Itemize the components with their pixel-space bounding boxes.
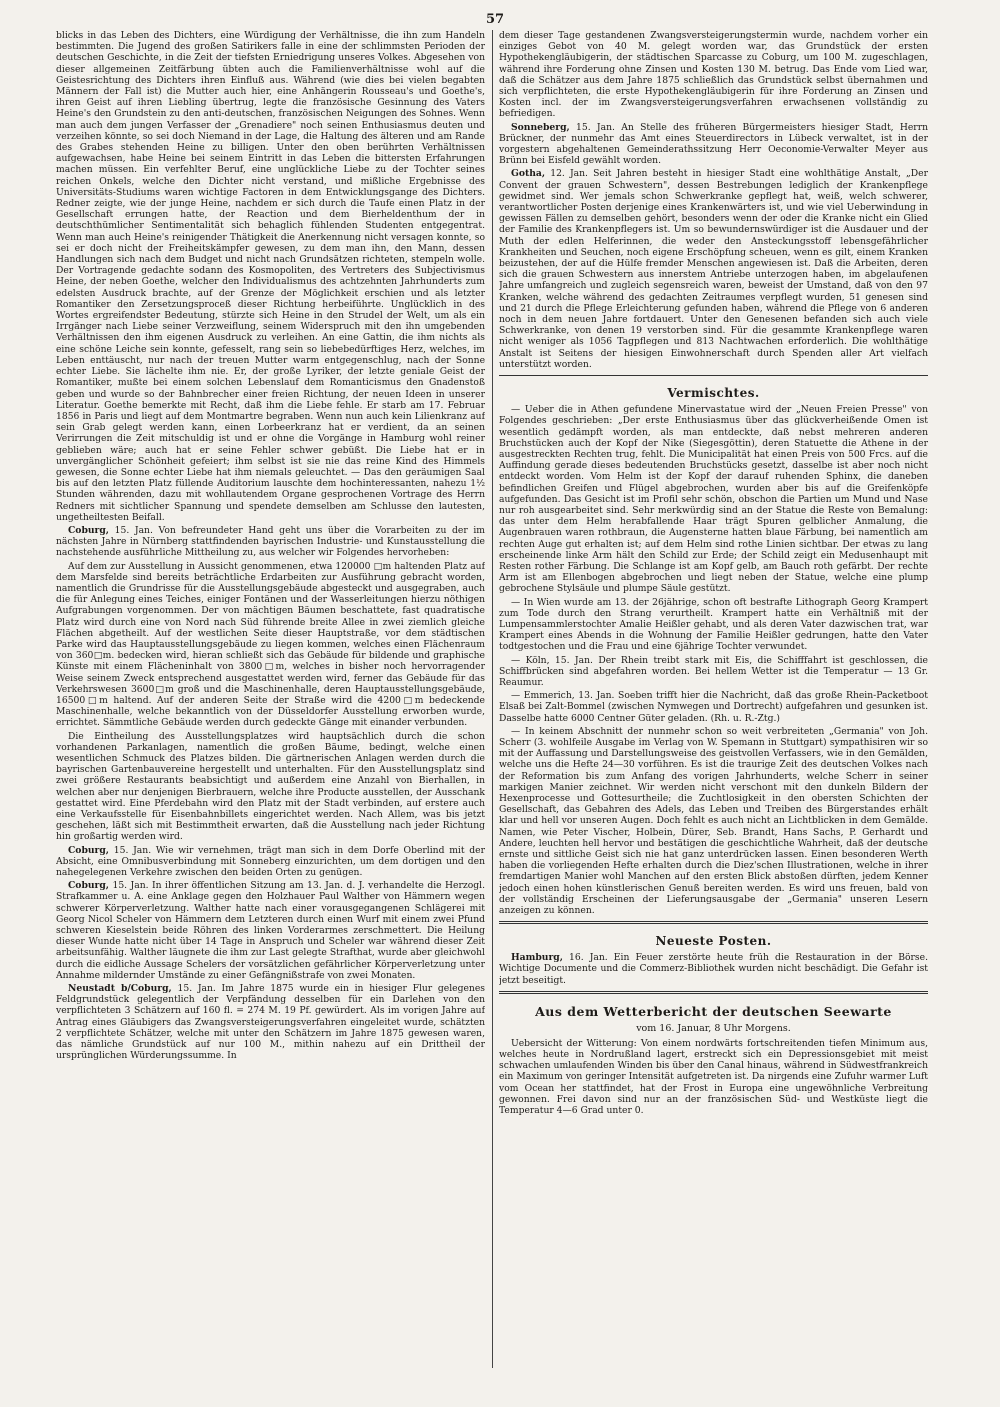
weather-subheading: vom 16. Januar, 8 Uhr Morgens.	[636, 1022, 791, 1034]
dateline: Neustadt b/Coburg,	[68, 983, 172, 995]
section-heading-weather: Aus dem Wetterbericht der deutschen Seewarte	[535, 1003, 892, 1019]
article-coburg-omnibus	[56, 845, 485, 879]
section-heading-neueste-posten: Neueste Posten.	[655, 934, 772, 949]
section-rule	[499, 375, 928, 376]
columns	[56, 30, 960, 1368]
right-column	[499, 30, 928, 1368]
dateline: Coburg,	[68, 524, 110, 536]
article-neustadt	[56, 983, 485, 1061]
article-heine-lecture: blicks in das Leben des Dichters, eine Würdigung der Verhältnisse, die ihn zum Handeln bestimmten. Die Jugend des großen Satirikers falle in eine der schlimmsten Perioden der deutschen Geschichte, in die Zeit der tiefsten Erniedrigung unseres Volkes. Abgesehen von dieser allgemeinen Zeitfärbung übten auch die Familienverhältnisse wohl auf die Geistesrichtung des Dichters ihren Einfluß aus. Während (wie dies bei vielen begabten Männern der Fall ist) die Mutter auch hier, eine Anhängerin Rousseau's und Goethe's, ihren Geist auf ihren Liebling übertrug, legte die französische Gesinnung des Vaters Heine's den Grundstein zu den anti-deutschen, französischen Neigungen des Sohnes. Wenn man auch dem jungen Verfasser der „Grenadiere" noch seinen Enthusiasmus deuten und verzeihen könnte, so sei doch Niemand in der Lage, die Haltung des älteren und am Rande des Grabes stehenden Heine zu billigen. Unter den oben berührten Verhältnissen aufgewachsen, habe Heine bei seinem Eintritt in das Leben die bittersten Erfahrungen machen müssen. Ein verfehlter Beruf, eine unglückliche Liebe zu der Tochter seines reichen Onkels, welche den Dichter nicht verstand, und mißliche Ergebnisse des Universitäts-Studiums waren wichtige Factoren in dem Entwicklungsgange des Dichters. Redner zeigte, wie der junge Heine, nachdem er sich durch die Taufe einen Platz in der Gesellschaft errungen hatte, der Reaction und dem Bierheldenthum der in deutschthümlicher Sentimentalität sich behaglich fühlenden Studenten entgegentrat. Wenn man auch Heine's reinigender Thätigkeit die Anerkennung nicht versagen konnte, so sei er doch nicht der Freiheitskämpfer gewesen, zu dem man ihn, den Mann, dessen Handlungen sich nach dem Budget und nicht nach Grundsätzen richteten, stempeln wolle. Der Vortragende gedachte sodann des Kosmopoliten, des Vertreters des Subjectivismus Heine, der neben Goethe, welcher den Individualismus des achtzehnten Jahrhunderts zum edelsten Ausdruck brachte, auf der Grenze der Möglichkeit erschien und als letzter Romantiker den Zersetzungsproceß dieser Richtung herbeiführte. Unglücklich in des Wortes ergreifendster Bedeutung, stürzte sich Heine in den Strudel der Welt, um als ein Irrgänger nach Liebe seiner Verzweiflung, seinem Widerspruch mit den ihn umgebenden Verhältnissen den ihm eigenen Ausdruck zu verleihen. An eine Gattin, die ihm nichts als eine schöne Leiche sein konnte, gefesselt, rang sein so liebebedürftiges Herz, welches, im Leben enttäuscht, nur nach der treuen Mutter warm entgegenschlug, nach der Sonne echter Liebe. Sie lächelte ihm nie. Er, der große Lyriker, der letzte geniale Geist der Romantiker, mußte bei einem solchen Lebenslauf dem Romanticismus den Gnadenstoß geben und wurde so der Bahnbrecher einer freien Richtung, der neuen Ideen in unserer Literatur. Goethe bemerkte mit Recht, daß ihm die Liebe fehle. Er starb am 17. Februar 1856 in Paris und liegt auf dem Montmartre begraben. Wenn nun auch kein Lilienkranz auf sein Grab gelegt werden kann, einen Lorbeerkranz hat er verdient, da an seinen Verirrungen die Zeit mitschuldig ist und er ohne die Vorgänge in Hamburg wohl reiner geblieben wäre; auch hat er seine Fehler schwer gebüßt. Die Liebe hat er in unvergänglicher Schönheit gefeiert; ihm selbst ist sie nie das reine Kind des Himmels gewesen, die Sonne echter Liebe hat ihm niemals geleuchtet. — Das den geräumigen Saal bis auf den letzten Platz füllende Auditorium lauschte dem hochinteressanten, nahezu 1½ Stunden währenden, dazu mit wohllautendem Organe gesprochenen Vortrage des Herrn Redners mit sichtlicher Spannung und spendete demselben am Schlusse den lautesten, ungetheiltesten Beifall.	[56, 30, 485, 523]
article-text: 15. Jan. An Stelle des früheren Bürgermeisters hiesiger Stadt, Herrn Brückner, der nunmehr das Amt eines Steuerdirectors in Lübeck verwaltet, ist in der vorgestern abgehaltenen Gemeinderathssitzung Herr Oeconomie-Verwalter Meyer aus Brünn bei Eisfeld gewählt worden.	[499, 121, 928, 167]
article-coburg-court	[56, 880, 485, 981]
left-column	[56, 30, 485, 1368]
article-exhibition-layout: Die Eintheilung des Ausstellungsplatzes wird hauptsächlich durch die schon vorhandenen Parkanlagen, namentlich die großen Bäume, bedingt, welche einen wesentlichen Schmuck des Platzes bilden. Die gärtnerischen Anlagen werden durch die bayrischen Gartenbauvereine hergestellt und unterhalten. Für den Ausstellungsplatz sind zwei größere Restaurants beabsichtigt und außerdem eine Anzahl von Bierhallen, in welchen aber nur denjenigen Bierbrauern, welche ihre Producte ausstellen, der Ausschank gestattet wird. Eine Pferdebahn wird den Platz mit der Stadt verbinden, auf erstere auch eine Verkaufsstelle für Eisenbahnbillets eingerichtet werden. Nach Allem, was bis jetzt geschehen, läßt sich mit Bestimmtheit erwarten, daß die Ausstellung nach jeder Richtung hin großartig werden wird.	[56, 730, 485, 843]
dateline: Coburg,	[68, 844, 110, 856]
dateline: Sonneberg,	[511, 121, 570, 133]
article-hamburg	[499, 952, 928, 986]
article-text: 15. Jan. Im Jahre 1875 wurde ein in hiesiger Flur gelegenes Feldgrundstück gelegentlich der Verpfändung desselben für ein Darlehen von den verpflichteten 3 Schätzern auf 160 fl. = 274 M. 19 Pf. gewürdert. Als im vorigen Jahre auf Antrag eines Gläubigers das Zwangsversteigerungsverfahren eingeleitet wurde, schätzten 2 verpflichtete Schätzer, welche mit unter den Schätzern im Jahre 1875 gewesen waren, das nämliche Grundstück auf nur 100 M., mithin nahezu auf ein Drittheil der ursprünglichen Würderungssumme. In	[56, 983, 485, 1062]
article-emmerich: — Emmerich, 13. Jan. Soeben trifft hier die Nachricht, daß das große Rhein-Packetboot Elsaß bei Zalt-Bommel (zwischen Nymwegen und Dortrecht) aufgefahren und gesunken ist. Dasselbe hatte 6000 Centner Güter geladen. (Rh. u. R.-Ztg.)	[499, 690, 928, 724]
article-text: 15. Jan. In ihrer öffentlichen Sitzung am 13. Jan. d. J. verhandelte die Herzogl. Strafkammer u. A. eine Anklage gegen den Holzhauer Paul Walther von Hämmern wegen schwerer Körperverletzung. Walther hatte nach einer vorausgegangenen Schlägerei mit Georg Nicol Scheler von Hämmern dem Letzteren durch einen Wurf mit einem zwei Pfund schweren Kieselstein beide Röhren des linken Vorderarmes zerschmettert. Die Heilung dieser Wunde hatte nicht über 14 Tage in Anspruch und Scheler war während dieser Zeit arbeitsunfähig. Walther läugnete die ihm zur Last gelegte Strafthat, wurde aber gleichwohl durch die eidliche Aussage Schelers der vorsätzlichen gefährlicher Körperverletzung unter Annahme mildernder Umstände zu einer Gefängnißstrafe von zwei Monaten.	[56, 880, 485, 981]
dateline: Gotha,	[511, 168, 546, 180]
article-text: 15. Jan. Wie wir vernehmen, trägt man sich in dem Dorfe Oberlind mit der Absicht, eine Omnibusverbindung mit Sonneberg einzurichten, um dem dortigen und den nahegelegenen Verkehre zwischen den beiden Orten zu genügen.	[56, 844, 485, 879]
article-athens-statue: — Ueber die in Athen gefundene Minervastatue wird der „Neuen Freien Presse" von Folgendes geschrieben: „Der erste Enthusiasmus über das glückverheißende Omen ist wesentlich gedämpft worden, als man entdeckte, daß nebst mehreren anderen Bruchstücken auch der Kopf der Nike (Siegesgöttin), deren Statuette die Athene in der ausgestreckten Rechten trug, fehlt. Die Municipalität hat einen Preis von 500 Frcs. auf die Auffindung gerade dieses bedeutenden Bruchstücks gesetzt, dasselbe ist aber noch nicht entdeckt worden. Vom Helm ist der Kopf der darauf ruhenden Sphinx, die daneben befindlichen Greifen und Flügel abgebrochen, wurden aber bis auf die Greifenköpfe aufgefunden. Das Gesicht ist im Profil sehr schön, obschon die Partien um Mund und Nase nur roh ausgearbeitet sind. Sehr merkwürdig sind an der Statue die Reste von Bemalung: das unter dem Helm herabfallende Haar trägt Spuren gelblicher Anmalung, die Augenbrauen waren rothbraun, die Augensterne hatten blaue Färbung, bei namentlich am rechten Auge gut erhalten ist; auf dem Helm sind rothe Linien sichtbar. Der etwas zu lang erscheinende linke Arm hält den Schild zur Erde; der Schild zeigt ein Medusenhaupt mit Resten rother Färbung. Die Schlange ist am Kopf gelb, am Bauch roth gefärbt. Der rechte Arm ist am Ellenbogen abgebrochen und liegt neben der Statue, welche eine plump gebrochene Stylsäule und plumpe Säule gestützt.	[499, 404, 928, 595]
column-divider	[492, 30, 493, 1368]
article-weather: Uebersicht der Witterung: Von einem nordwärts fortschreitenden tiefen Minimum aus, welches heute in Nordrußland lagert, erstreckt sich ein Depressionsgebiet mit meist schwachen umlaufenden Winden bis über den Canal hinaus, während in Südwestfrankreich ein Maximum von geringer Intensität aufgetreten ist. Da nirgends eine Zufuhr warmer Luft vom Ocean her stattfindet, hat der Frost in Europa eine ungewöhnliche Verbreitung gewonnen. Frei davon sind nur an der französischen Süd- und Westküste liegt die Temperatur 4—6 Grad unter 0.	[499, 1037, 928, 1117]
page-number: 57	[486, 12, 505, 27]
article-neustadt-continued: dem dieser Tage gestandenen Zwangsversteigerungstermin wurde, nachdem vorher ein einziges Gebot von 40 M. gelegt worden war, das Grundstück der ersten Hypothekengläubigerin, der städtischen Sparcasse zu Coburg, um 100 M. zugeschlagen, während ihre Forderung ohne Zinsen und Kosten 130 M. betrug. Das Ende vom Lied war, daß die Schätzer aus dem Jahre 1875 schließlich das Grundstück selbst übernahmen und sich verpflichteten, die erste Hypothekengläubigerin für ihre Forderung an Zinsen und Kosten incl. der im Zwangsversteigerungsverfahren erwachsenen vollständig zu befriedigen.	[499, 30, 928, 120]
article-sonneberg	[499, 122, 928, 167]
section-heading-vermischtes: Vermischtes.	[667, 386, 760, 401]
article-text: 12. Jan. Seit Jahren besteht in hiesiger Stadt eine wohlthätige Anstalt, „Der Convent der grauen Schwestern", dessen Bestrebungen lediglich der Krankenpflege gewidmet sind. Wer jemals schon Schwerkranke gepflegt hat, weiß, welch schwerer, verantwortlicher Posten derjenige eines Krankenwärters ist, und wie viel Ueberwindung in gewissen Fällen zu demselben gehört, besonders wenn der oder die Kranke nicht ein Glied der Familie des Krankenpflegers ist. Um so bewundernswürdiger ist die Ausdauer und der Muth der edlen Helferinnen, die weder den Ansteckungsstoff lebensgefährlicher Krankheiten und Seuchen, noch eigene Erschöpfung scheuen, wenn es gilt, einem Kranken beizustehen, der auf die Hülfe fremder Menschen angewiesen ist. Daß die Arbeiten, deren sich die grauen Schwestern aus innerstem Antriebe unterzogen haben, im abgelaufenen Jahre umfangreich und zugleich segensreich waren, beweist der Umstand, daß von den 97 Kranken, welche während des gedachten Zeitraumes verpflegt wurden, 51 genesen sind und 21 durch die Pflege Erleichterung gefunden haben, während die Pflege von 6 anderen noch in dem neuen Jahre fortdauert. Unter den Genesenen befanden sich auch viele Schwerkranke, von denen 19 verstorben sind. Für die gesammte Krankenpflege waren nicht weniger als 1056 Tagpflegen und 813 Nachtwachen erforderlich. Die wohlthätige Anstalt ist Seitens der hiesigen Einwohnerschaft durch Spenden aller Art vielfach unterstützt worden.	[499, 168, 928, 370]
article-gotha	[499, 168, 928, 370]
article-vienna: — In Wien wurde am 13. der 26jährige, schon oft bestrafte Lithograph Georg Krampert zum Tode durch den Strang verurtheilt. Krampert hatte ein Verhältniß mit der Lumpensammlerstochter Amalie Heißler gehabt, und als deren Vater dazwischen trat, war Krampert eines Abends in die Wohnung der Familie Heißler gedrungen, hatte den Vater todtgestochen und die Frau und eine 6jährige Tochter verwundet.	[499, 596, 928, 653]
section-rule	[499, 991, 928, 994]
dateline: Coburg,	[68, 880, 110, 892]
article-text: 16. Jan. Ein Feuer zerstörte heute früh die Restauration in der Börse. Wichtige Documente und die Commerz-Bibliothek wurden nicht beschädigt. Die Gefahr ist jetzt beseitigt.	[499, 952, 928, 986]
article-coburg-exhibition	[56, 525, 485, 559]
dateline: Hamburg,	[511, 952, 563, 964]
article-exhibition-buildings: Auf dem zur Ausstellung in Aussicht genommenen, etwa 120000 □m haltenden Platz auf dem Marsfelde sind bereits beträchtliche Erdarbeiten zur Ausführung gebracht worden, namentlich die Grundrisse für die Ausstellungsgebäude abgesteckt und ausgegraben, auch die für Anlegung eines Teiches, einiger Fontänen und der Wasserleitungen hierzu nöthigen Aufgrabungen vorgenommen. Der von mächtigen Bäumen beschattete, fast quadratische Platz wird durch eine von Nord nach Süd führende breite Allee in zwei ziemlich gleiche Flächen abgetheilt. Auf der westlichen Seite dieser Hauptstraße, vor dem städtischen Parke wird das Hauptausstellungsgebäude zu liegen kommen, welches einen Flächenraum von 360□m. bedecken wird, hieran schließt sich das Gebäude für bildende und graphische Künste mit einem Flächeninhalt von 3800□m, welches in bisher noch hervorragender Weise seinem Zweck entsprechend ausgestattet werden wird, ferner das Gebäude für das Verkehrswesen 3600□m groß und die Maschinenhalle, deren Hauptausstellungsgebäude, 16500□m haltend. Auf der anderen Seite der Straße wird die 4200□m bedeckende Maschinenhalle, welche bekanntlich von der Düsseldorfer Ausstellung erworben wurde, errichtet. Sämmtliche Gebäude werden durch gedeckte Gänge mit einander verbunden.	[56, 560, 485, 729]
article-germania: — In keinem Abschnitt der nunmehr schon so weit verbreiteten „Germania" von Joh. Scherr (3. wohlfeile Ausgabe im Verlag von W. Spemann in Stuttgart) sympathisiren wir so mit der Auffassung und Darstellungsweise des geistvollen Verfassers, wie in den Gemälden, welche uns die Hefte 24—30 vorführen. Es ist die traurige Zeit des deutschen Volkes nach der Reformation bis zum Anfang des vorigen Jahrhunderts, welche Scherr in seiner markigen Manier zeichnet. Wir werden nicht verschont mit den dunkeln Bildern der Hexenprocesse und Gottesurtheile; die Zuchtlosigkeit in den obersten Schichten der Gesellschaft, das Gebahren des Adels, das Leben und Treiben des Bürgerstandes erhält klar und hell vor unseren Augen. Doch fehlt es auch nicht an Lichtblicken in dem Gemälde. Namen, wie Peter Vischer, Holbein, Dürer, Seb. Brandt, Hans Sachs, P. Gerhardt und Andere, leuchten hell hervor und bestätigen die geschichtliche Wahrheit, daß der deutsche ernste und sittliche Geist sich nie hat ganz unterdrücken lassen. Einen besonderen Werth haben die vorliegenden Hefte erhalten durch die Diez'schen Illustrationen, welche in ihrer fremdartigen Manier wohl Manchen auf den ersten Blick abstoßen dürften, jedem Kenner jedoch einen hohen künstlerischen Genuß bereiten werden. Es wird uns freuen, bald von der vollständig Erscheinen der Lieferungsausgabe der „Germania" unseren Lesern anzeigen zu können.	[499, 725, 928, 917]
section-rule	[499, 921, 928, 924]
article-cologne: — Köln, 15. Jan. Der Rhein treibt stark mit Eis, die Schifffahrt ist geschlossen, die Schiffbrücken sind abgefahren worden. Bei hellem Wetter ist die Temperatur — 13 Gr. Reaumur.	[499, 654, 928, 688]
article-text: 15. Jan. Von befreundeter Hand geht uns über die Vorarbeiten zu der im nächsten Jahre in Nürnberg stattfindenden bayrischen Industrie- und Kunstausstellung die nachstehende ausführliche Mittheilung zu, aus welcher wir Folgendes hervorheben:	[56, 524, 485, 559]
